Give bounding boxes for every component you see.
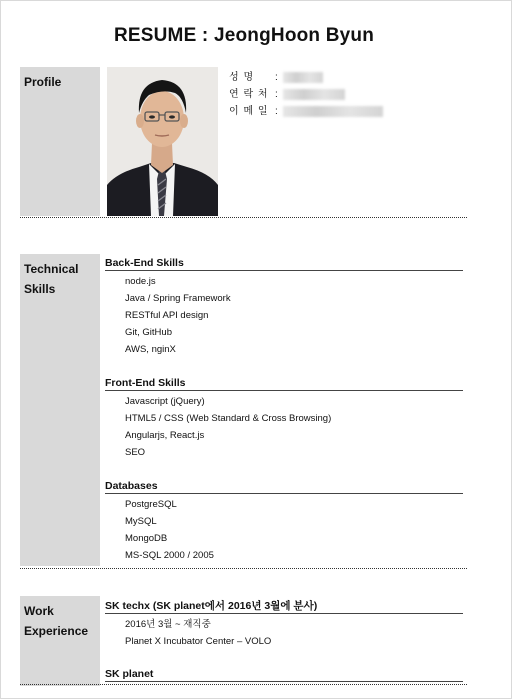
work-experience-section <box>20 596 467 696</box>
profile-field-phone <box>229 86 383 103</box>
list-item: RESTful API design <box>125 310 209 321</box>
list-item: MS-SQL 2000 / 2005 <box>125 550 214 561</box>
section-divider <box>20 217 467 218</box>
list-item: Planet X Incubator Center – VOLO <box>125 636 272 647</box>
profile-section <box>20 67 467 219</box>
job-heading: SK techx (SK planet에서 2016년 3월에 분사) <box>105 599 463 614</box>
section-divider <box>20 684 467 685</box>
technical-skills-section <box>20 254 467 572</box>
profile-label-column <box>20 67 100 216</box>
profile-field-email <box>229 103 383 120</box>
skills-label <box>24 259 98 299</box>
field-colon: : <box>275 72 278 83</box>
work-label <box>24 601 98 641</box>
section-divider <box>20 568 467 569</box>
skills-label-line2: Skills <box>24 282 56 296</box>
skills-label-column <box>20 254 100 566</box>
redacted-value <box>283 89 345 100</box>
job-sk-techx <box>105 599 463 650</box>
redacted-value <box>283 106 383 117</box>
backend-heading: Back-End Skills <box>105 256 463 271</box>
databases-heading: Databases <box>105 479 463 494</box>
frontend-heading: Front-End Skills <box>105 376 463 391</box>
skills-label-line1: Technical <box>24 262 79 276</box>
profile-label: Profile <box>24 75 62 89</box>
list-item: MongoDB <box>125 533 168 544</box>
frontend-skills <box>105 376 463 461</box>
profile-field-name <box>229 69 383 86</box>
job-sk-planet <box>105 667 463 682</box>
profile-info <box>229 69 383 120</box>
work-label-line1: Work <box>24 604 54 618</box>
list-item: HTML5 / CSS (Web Standard & Cross Browsing) <box>125 413 332 424</box>
field-colon: : <box>275 106 278 117</box>
resume-title: RESUME : JeongHoon Byun <box>113 25 375 46</box>
list-item: SEO <box>125 447 146 458</box>
list-item: MySQL <box>125 516 157 527</box>
field-label: 연 락 처 <box>229 89 269 100</box>
field-label: 성 명 <box>229 72 255 83</box>
list-item: Angularjs, React.js <box>125 430 205 441</box>
list-item: Javascript (jQuery) <box>125 396 205 407</box>
redacted-value <box>283 72 323 83</box>
list-item: Git, GitHub <box>125 327 172 338</box>
list-item: AWS, nginX <box>125 344 176 355</box>
field-colon: : <box>275 89 278 100</box>
databases-skills <box>105 479 463 564</box>
list-item: PostgreSQL <box>125 499 177 510</box>
list-item: 2016년 3월 ~ 재직중 <box>125 619 211 630</box>
work-label-column <box>20 596 100 686</box>
list-item: node.js <box>125 276 156 287</box>
backend-skills <box>105 256 463 358</box>
list-item: Java / Spring Framework <box>125 293 231 304</box>
field-label: 이 메 일 <box>229 106 269 117</box>
work-label-line2: Experience <box>24 624 89 638</box>
profile-photo <box>107 67 218 216</box>
job-heading: SK planet <box>105 667 463 682</box>
